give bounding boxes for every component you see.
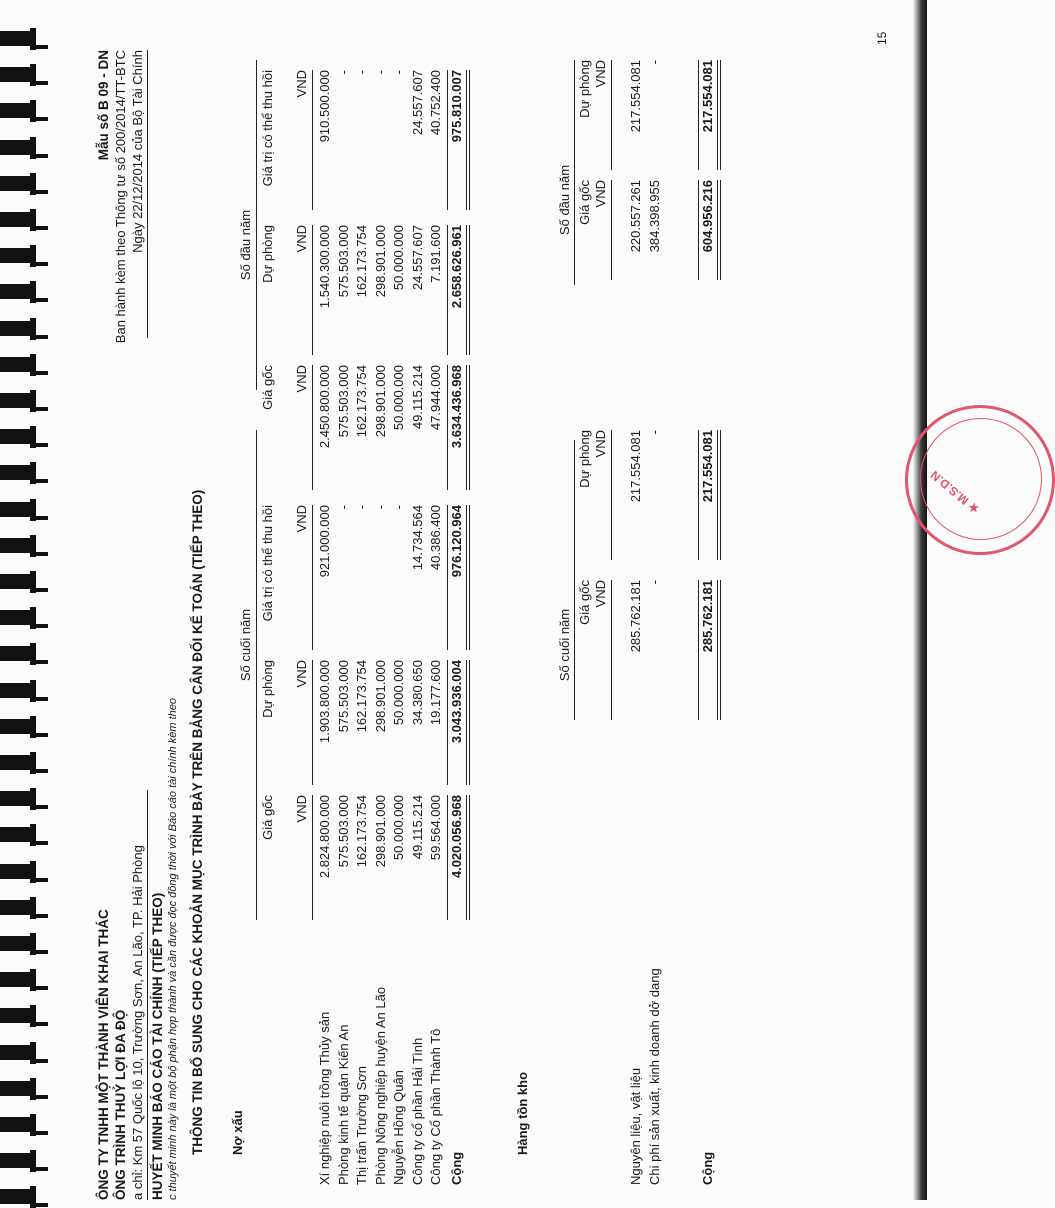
inventory-unit-cost-end: VND [593,580,608,608]
total-rule-top [698,430,699,560]
table-cell: 24.557.607 [409,70,425,136]
form-underline [147,50,148,338]
table-cell: 575.503.000 [335,225,351,298]
total-rule-top [447,660,448,785]
bad-debt-group-end: Số cuối năm [238,608,253,682]
table-cell: 298.901.000 [372,795,388,868]
rule-header [312,365,313,490]
bad-debt-group-begin: Số đầu năm [238,209,253,281]
rule-header [611,60,612,170]
total-cell: 4.020.056.968 [448,795,464,879]
table-cell: 162.173.754 [354,225,369,298]
table-row-label: Nguyên liệu, vật liệu [628,1067,643,1185]
inventory-group-begin-rule [574,60,575,285]
table-cell: 47.944.000 [428,365,443,431]
table-cell: 162.173.754 [354,365,369,438]
table-cell: 162.173.754 [354,660,369,733]
rule-header [611,180,612,280]
table-row-label: Nguyễn Hồng Quân [391,1070,406,1185]
company-name-line1: ÔNG TY TNHH MỘT THÀNH VIÊN KHAI THÁC [96,909,111,1200]
bad-debt-group-end-rule [256,430,257,920]
rule-header [312,70,313,210]
total-rule-double [466,660,470,785]
table-cell: 298.901.000 [372,365,388,438]
total-rule-top [698,60,699,170]
table-row-label: Công ty cổ phần Hải Tình [409,1037,425,1185]
table-cell: 384.398.955 [647,180,662,253]
table-cell: 49.115.214 [409,795,425,860]
table-cell: 217.554.081 [628,430,643,503]
table-cell: - [335,505,351,510]
table-cell: 217.554.081 [628,60,643,133]
bad-debt-unit-cost-begin: VND [294,365,309,393]
bad-debt-col-cost-begin: Giá gốc [260,365,275,410]
total-cell: 3.634.436.968 [448,365,464,449]
total-rule-double [717,60,721,170]
inventory-group-begin: Số đầu năm [557,164,572,236]
inventory-title: Hàng tồn kho [515,1071,530,1155]
total-cell: 976.120.964 [448,505,464,578]
table-row-label: Xí nghiệp nuôi trồng Thủy sản [317,1011,332,1185]
table-cell: - [354,505,369,510]
inventory-group-end: Số cuối năm [557,608,572,682]
table-cell: 575.503.000 [335,795,351,868]
table-cell: - [354,70,369,75]
rule-header [312,795,313,920]
total-rule-top [698,580,699,720]
bad-debt-col-cost-end: Giá gốc [260,795,275,840]
table-cell: - [647,430,662,435]
form-issued-by: Ban hành kèm theo Thông tư số 200/2014/TT-BTC [113,50,128,344]
table-cell: 59.564.000 [428,795,443,861]
rule-header [611,580,612,720]
inventory-col-provision-end: Dự phòng [577,430,592,488]
total-rule-top [698,180,699,280]
inventory-col-provision-begin: Dự phòng [577,60,592,118]
table-cell: - [372,70,388,75]
table-cell: 1.903.800.000 [317,660,332,744]
table-cell: 575.503.000 [335,660,351,733]
table-cell: 24.557.607 [409,225,425,291]
table-cell: - [391,505,406,510]
section-title: THÔNG TIN BỔ SUNG CHO CÁC KHOẢN MỤC TRÌNH BÀY TRÊN BẢNG CÂN ĐỐI KẾ TOÁN (TIẾP THEO) [190,489,205,1155]
table-cell: 34.380.650 [409,660,425,726]
table-cell: 2.824.800.000 [317,795,332,879]
rule-header [312,225,313,355]
rule-header [312,505,313,650]
total-rule-double [466,505,470,650]
table-row-label: Chi phí sản xuất, kinh doanh dở dang [647,968,662,1185]
total-rule-top [447,365,448,490]
total-rule-double [466,365,470,490]
total-rule-top [447,225,448,355]
company-address: a chỉ: Km 57 Quốc lộ 10, Trường Sơn, An Lão, TP. Hải Phòng [130,845,145,1200]
address-underline [147,790,148,1200]
notes-title: HUYẾT MINH BÁO CÁO TÀI CHÍNH (TIẾP THEO) [150,892,165,1200]
total-cell: 285.762.181 [700,580,715,653]
table-row-label: Công ty Cổ phần Thành Tô [428,1028,443,1185]
inventory-unit-provision-end: VND [593,430,608,458]
table-cell: 40.752.400 [428,70,443,136]
total-rule-top [447,505,448,650]
total-cell: 3.043.936.004 [448,660,464,744]
total-rule-double [717,580,721,720]
table-cell: - [647,60,662,65]
table-cell: 50.000.000 [391,795,406,861]
bad-debt-unit-cost-end: VND [294,795,309,823]
table-cell: 285.762.181 [628,580,643,653]
form-date: Ngày 22/12/2014 của Bộ Tài Chính [130,50,145,253]
total-cell: 217.554.081 [700,430,715,503]
total-row-label: Cộng [700,1151,715,1185]
table-cell: 14.734.564 [409,505,425,571]
table-cell: - [647,580,662,585]
bad-debt-unit-recoverable-begin: VND [294,70,309,98]
table-cell: - [335,70,351,75]
page-number: 15 [875,31,889,45]
total-rule-double [466,225,470,355]
inventory-group-end-rule [574,440,575,720]
total-cell: 975.810.007 [448,70,464,143]
table-cell: 49.115.214 [409,365,425,430]
total-rule-double [717,430,721,560]
rule-header [611,430,612,560]
inventory-unit-provision-begin: VND [593,60,608,88]
table-cell: 298.901.000 [372,660,388,733]
table-cell: 19.177.600 [428,660,443,726]
bad-debt-col-recoverable-begin: Giá trị có thể thu hồi [260,70,275,187]
form-code: Mẫu số B 09 - DN [96,50,111,161]
inventory-col-cost-begin: Giá gốc [577,180,592,225]
table-cell: 910.500.000 [317,70,332,143]
table-cell: 298.901.000 [372,225,388,298]
total-row-label: Cộng [448,1151,464,1185]
rule-header [312,660,313,785]
table-cell: 2.450.800.000 [317,365,332,449]
bad-debt-col-provision-begin: Dự phòng [260,225,275,283]
table-cell: 50.000.000 [391,365,406,431]
table-cell: - [391,70,406,75]
table-cell: 162.173.754 [354,795,369,868]
inventory-col-cost-end: Giá gốc [577,580,592,625]
table-cell: 50.000.000 [391,225,406,291]
total-cell: 217.554.081 [700,60,715,133]
total-rule-double [717,180,721,280]
table-cell: 50.000.000 [391,660,406,726]
total-rule-top [447,70,448,210]
table-cell: 40.386.400 [428,505,443,571]
table-cell: 575.503.000 [335,365,351,438]
table-cell: - [372,505,388,510]
table-cell: 220.557.261 [628,180,643,253]
table-row-label: Thị trấn Trường Sơn [354,1066,369,1185]
total-rule-top [447,795,448,920]
notes-subtitle: c thuyết minh này là một bộ phận hợp thành và cần được đọc đồng thời với Báo cáo tài chính kèm theo [167,698,179,1200]
table-cell: 921.000.000 [317,505,332,578]
bad-debt-group-begin-rule [256,60,257,390]
table-cell: 7.191.600 [428,225,443,283]
total-rule-double [466,70,470,210]
inventory-unit-cost-begin: VND [593,180,608,208]
bad-debt-unit-provision-end: VND [294,660,309,688]
table-cell: 1.540.300.000 [317,225,332,309]
total-cell: 2.658.626.961 [448,225,464,309]
total-rule-double [466,795,470,920]
table-row-label: Phòng kinh tế quận Kiến An [335,1024,351,1185]
bad-debt-col-recoverable-end: Giá trị có thể thu hồi [260,505,275,622]
company-name-line2: ÔNG TRÌNH THUỶ LỢI ĐA ĐỘ [113,1009,128,1200]
bad-debt-title: Nợ xấu [230,1110,245,1155]
total-cell: 604.956.216 [700,180,715,253]
table-row-label: Phòng Nông nghiệp huyện An Lão [372,986,388,1185]
bad-debt-unit-recoverable-end: VND [294,505,309,533]
bad-debt-col-provision-end: Dự phòng [260,660,275,718]
company-seal: ★ M.S.D.N [905,405,1055,555]
bad-debt-unit-provision-begin: VND [294,225,309,253]
